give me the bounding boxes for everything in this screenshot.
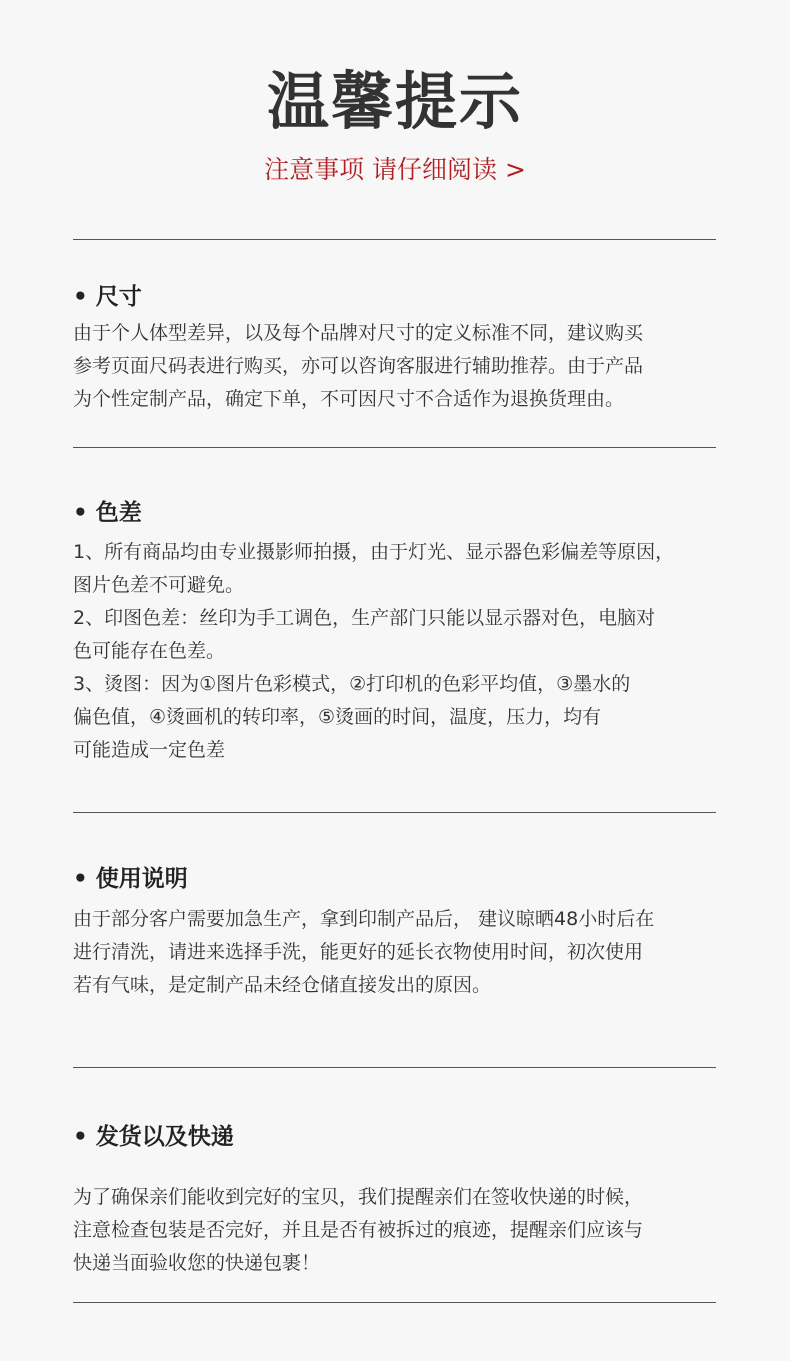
text-line: 图片色差不可避免。 bbox=[73, 574, 245, 596]
text-line: 由于个人体型差异，以及每个品牌对尺寸的定义标准不同，建议购买 bbox=[73, 322, 644, 344]
page-subtitle: 注意事项 请仔细阅读 > bbox=[264, 155, 526, 184]
text-line: 由于部分客户需要加急生产，拿到印制产品后， 建议晾晒48小时后在 bbox=[73, 908, 655, 930]
text-line: 参考页面尺码表进行购买，亦可以咨询客服进行辅助推荐。由于产品 bbox=[73, 355, 644, 377]
section-body-usage bbox=[73, 903, 713, 1002]
text-line: 可能造成一定色差 bbox=[73, 739, 226, 761]
divider bbox=[73, 447, 716, 448]
text-line: 注意检查包装是否完好，并且是否有被拆过的痕迹，提醒亲们应该与 bbox=[73, 1219, 644, 1241]
divider bbox=[73, 239, 716, 240]
divider bbox=[73, 1067, 716, 1068]
text-line: 快递当面验收您的快递包裹！ bbox=[73, 1252, 321, 1274]
text-line: 为个性定制产品，确定下单，不可因尺寸不合适作为退换货理由。 bbox=[73, 388, 625, 410]
divider bbox=[73, 812, 716, 813]
text-line: 为了确保亲们能收到完好的宝贝，我们提醒亲们在签收快递的时候， bbox=[73, 1186, 644, 1208]
text-line: 若有气味，是定制产品未经仓储直接发出的原因。 bbox=[73, 974, 492, 996]
text-line: 偏色值，④烫画机的转印率，⑤烫画的时间，温度，压力，均有 bbox=[73, 706, 602, 728]
section-heading-usage: • 使用说明 bbox=[73, 866, 188, 892]
text-line: 2、印图色差：丝印为手工调色，生产部门只能以显示器对色，电脑对 bbox=[73, 607, 656, 629]
text-line: 1、所有商品均由专业摄影师拍摄，由于灯光、显示器色彩偏差等原因， bbox=[73, 541, 675, 563]
section-body-color-difference bbox=[73, 536, 713, 767]
text-line: 进行清洗，请进来选择手洗，能更好的延长衣物使用时间，初次使用 bbox=[73, 941, 644, 963]
text-line: 3、烫图：因为①图片色彩模式，②打印机的色彩平均值，③墨水的 bbox=[73, 673, 631, 695]
page-title: 温馨提示 bbox=[266, 65, 523, 138]
section-heading-color-difference: • 色差 bbox=[73, 500, 142, 526]
divider bbox=[73, 1302, 716, 1303]
section-heading-shipping: • 发货以及快递 bbox=[73, 1124, 234, 1150]
text-line: 色可能存在色差。 bbox=[73, 640, 226, 662]
section-heading-size: • 尺寸 bbox=[73, 284, 142, 310]
section-body-size bbox=[73, 317, 713, 416]
section-body-shipping bbox=[73, 1181, 713, 1280]
